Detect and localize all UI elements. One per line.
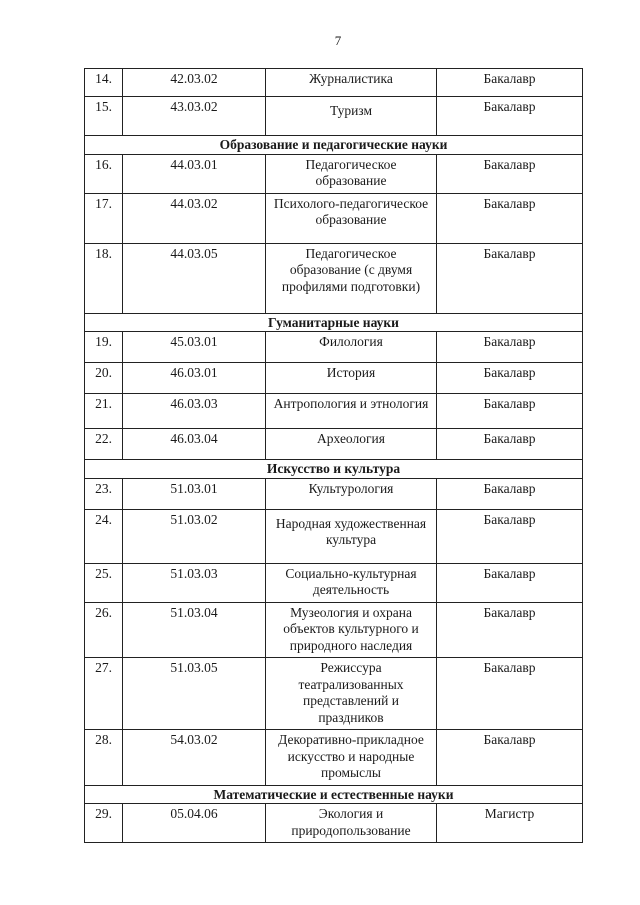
table-row	[85, 658, 583, 730]
programs-table	[84, 68, 583, 843]
row-number: 22.	[85, 429, 123, 460]
program-code: 51.03.01	[123, 478, 266, 509]
row-number: 28.	[85, 730, 123, 786]
row-number: 18.	[85, 243, 123, 313]
page-number: 7	[334, 33, 342, 48]
row-number: 24.	[85, 509, 123, 563]
row-number: 21.	[85, 394, 123, 429]
degree-level: Бакалавр	[437, 193, 583, 243]
degree-level: Бакалавр	[437, 563, 583, 602]
program-name: Археология	[266, 429, 437, 460]
degree-level: Бакалавр	[437, 730, 583, 786]
program-code: 05.04.06	[123, 804, 266, 843]
table-row	[85, 804, 583, 843]
program-name: Социально-культурная деятельность	[266, 563, 437, 602]
program-name: История	[266, 363, 437, 394]
section-heading-row	[85, 313, 583, 332]
table-row	[85, 154, 583, 193]
table-row	[85, 243, 583, 313]
section-heading: Гуманитарные науки	[85, 313, 583, 332]
degree-level: Бакалавр	[437, 602, 583, 658]
table-row	[85, 69, 583, 97]
table-row	[85, 563, 583, 602]
program-code: 51.03.04	[123, 602, 266, 658]
table-row	[85, 363, 583, 394]
section-heading: Образование и педагогические науки	[85, 136, 583, 155]
section-heading: Математические и естественные науки	[85, 785, 583, 804]
degree-level: Бакалавр	[437, 243, 583, 313]
program-code: 42.03.02	[123, 69, 266, 97]
degree-level: Бакалавр	[437, 429, 583, 460]
program-code: 54.03.02	[123, 730, 266, 786]
table-row	[85, 478, 583, 509]
table-row	[85, 602, 583, 658]
program-code: 46.03.03	[123, 394, 266, 429]
row-number: 20.	[85, 363, 123, 394]
program-name: Антропология и этнология	[266, 394, 437, 429]
program-name: Экология и природопользование	[266, 804, 437, 843]
row-number: 19.	[85, 332, 123, 363]
section-heading-row	[85, 136, 583, 155]
row-number: 17.	[85, 193, 123, 243]
degree-level: Магистр	[437, 804, 583, 843]
degree-level: Бакалавр	[437, 97, 583, 136]
program-name: Музеология и охрана объектов культурного и природного наследия	[266, 602, 437, 658]
table-row	[85, 394, 583, 429]
program-code: 51.03.05	[123, 658, 266, 730]
row-number: 26.	[85, 602, 123, 658]
table-row	[85, 97, 583, 136]
program-name: Журналистика	[266, 69, 437, 97]
program-code: 44.03.01	[123, 154, 266, 193]
program-name: Народная художественная культура	[266, 509, 437, 563]
program-name: Режиссура театрализованных представлений и праздников	[266, 658, 437, 730]
row-number: 15.	[85, 97, 123, 136]
program-name: Филология	[266, 332, 437, 363]
program-code: 51.03.03	[123, 563, 266, 602]
program-code: 44.03.05	[123, 243, 266, 313]
program-code: 51.03.02	[123, 509, 266, 563]
section-heading-row	[85, 785, 583, 804]
row-number: 16.	[85, 154, 123, 193]
program-code: 43.03.02	[123, 97, 266, 136]
degree-level: Бакалавр	[437, 658, 583, 730]
row-number: 23.	[85, 478, 123, 509]
program-code: 46.03.01	[123, 363, 266, 394]
program-code: 44.03.02	[123, 193, 266, 243]
program-name: Психолого-педагогическое образование	[266, 193, 437, 243]
degree-level: Бакалавр	[437, 394, 583, 429]
table-row	[85, 429, 583, 460]
degree-level: Бакалавр	[437, 478, 583, 509]
table-row	[85, 509, 583, 563]
row-number: 14.	[85, 69, 123, 97]
table-row	[85, 332, 583, 363]
degree-level: Бакалавр	[437, 509, 583, 563]
row-number: 29.	[85, 804, 123, 843]
row-number: 25.	[85, 563, 123, 602]
program-name: Культурология	[266, 478, 437, 509]
section-heading: Искусство и культура	[85, 460, 583, 479]
program-name: Педагогическое образование	[266, 154, 437, 193]
degree-level: Бакалавр	[437, 154, 583, 193]
row-number: 27.	[85, 658, 123, 730]
table-row	[85, 193, 583, 243]
program-code: 45.03.01	[123, 332, 266, 363]
section-heading-row	[85, 460, 583, 479]
table-row	[85, 730, 583, 786]
program-code: 46.03.04	[123, 429, 266, 460]
program-name: Туризм	[266, 97, 437, 136]
programs-table-body	[85, 69, 583, 843]
degree-level: Бакалавр	[437, 363, 583, 394]
program-name: Декоративно-прикладное искусство и народные промыслы	[266, 730, 437, 786]
degree-level: Бакалавр	[437, 332, 583, 363]
program-name: Педагогическое образование (с двумя профилями подготовки)	[266, 243, 437, 313]
degree-level: Бакалавр	[437, 69, 583, 97]
